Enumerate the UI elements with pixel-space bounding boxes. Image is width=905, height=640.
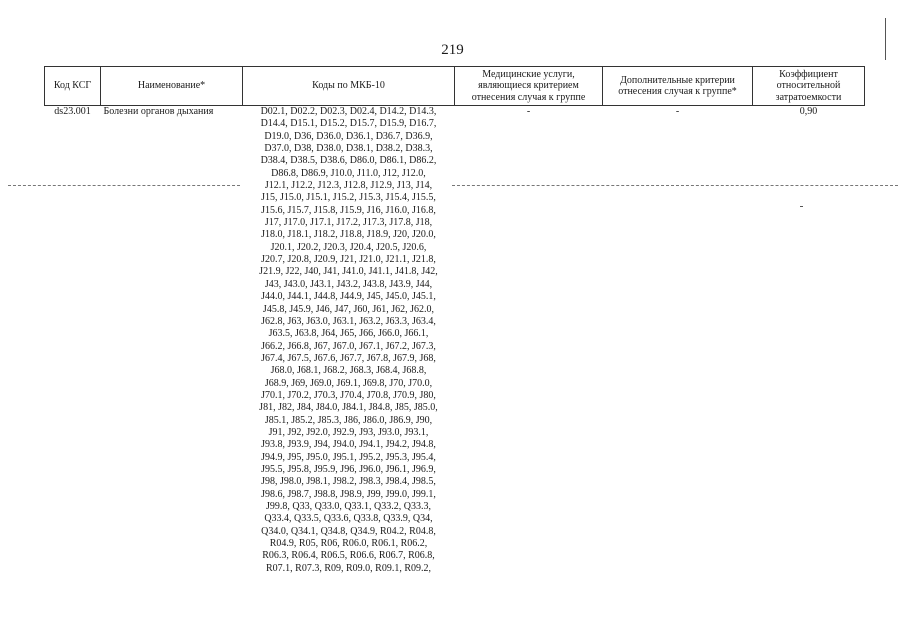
mkb-code-line: J45.8, J45.9, J46, J47, J60, J61, J62, J62.0, — [262, 303, 435, 315]
page-number: 219 — [441, 42, 464, 58]
mkb-code-line: J91, J92, J92.0, J92.9, J93, J93.0, J93.1, — [268, 426, 429, 438]
mkb-code-line: J15.6, J15.7, J15.8, J15.9, J16, J16.0, J16.8, — [261, 204, 436, 216]
mkb-code-line: J95.5, J95.8, J95.9, J96, J96.0, J96.1, J96.9, — [261, 463, 436, 475]
mkb-code-line: R07.1, R07.3, R09, R09.0, R09.1, R09.2, — [265, 562, 432, 574]
mkb-code-line: J68.0, J68.1, J68.2, J68.3, J68.4, J68.8, — [270, 365, 427, 377]
mkb-code-line: D86.8, D86.9, J10.0, J11.0, J12, J12.0, — [271, 167, 426, 179]
header-code: Код КСГ — [45, 67, 101, 106]
mkb-code-line: D19.0, D36, D36.0, D36.1, D36.7, D36.9, — [264, 130, 433, 142]
table-header-row — [45, 67, 865, 106]
header-coefficient: Коэффициент относительной затратоемкости — [753, 67, 865, 106]
cell-mkb-codes — [243, 106, 455, 576]
mkb-code-line: Q34.0, Q34.1, Q34.8, Q34.9, R04.2, R04.8, — [261, 525, 436, 537]
mkb-code-line: J62.8, J63, J63.0, J63.1, J63.2, J63.3, J63.4, — [261, 315, 436, 327]
scan-mark — [885, 18, 886, 60]
ksg-table — [44, 66, 865, 575]
mkb-code-line: J15, J15.0, J15.1, J15.2, J15.3, J15.4, J15.5, — [261, 192, 436, 204]
mkb-code-line: J67.4, J67.5, J67.6, J67.7, J67.8, J67.9, J68, — [261, 352, 436, 364]
header-name: Наименование* — [101, 67, 243, 106]
mkb-code-line: D38.4, D38.5, D38.6, D86.0, D86.1, D86.2, — [260, 155, 437, 167]
mkb-code-line: J20.7, J20.8, J20.9, J21, J21.0, J21.1, J21.8, — [261, 254, 436, 266]
mkb-code-line: R06.3, R06.4, R06.5, R06.6, R06.7, R06.8, — [262, 550, 435, 562]
mkb-code-line: D37.0, D38, D38.0, D38.1, D38.2, D38.3, — [264, 143, 433, 155]
mkb-code-line: J98.6, J98.7, J98.8, J98.9, J99, J99.0, J99.1, — [261, 488, 436, 500]
mkb-code-line: D02.1, D02.2, D02.3, D02.4, D14.2, D14.3, — [260, 106, 437, 117]
cell-criteria: - — [675, 106, 680, 117]
mkb-code-line: J93.8, J93.9, J94, J94.0, J94.1, J94.2, J94.8, — [261, 439, 436, 451]
mkb-code-lines — [246, 106, 452, 575]
mkb-code-line: J20.1, J20.2, J20.3, J20.4, J20.5, J20.6, — [270, 241, 427, 253]
mkb-code-line: J17, J17.0, J17.1, J17.2, J17.3, J17.8, J18, — [264, 217, 433, 229]
mkb-code-line: J70.1, J70.2, J70.3, J70.4, J70.8, J70.9, J80, — [261, 389, 436, 401]
cell-name: Болезни органов дыхания — [103, 106, 214, 117]
mkb-code-line: Q33.4, Q33.5, Q33.6, Q33.8, Q33.9, Q34, — [264, 513, 433, 525]
header-mkb: Коды по МКБ-10 — [243, 67, 455, 106]
mkb-code-line: J18.0, J18.1, J18.2, J18.8, J18.9, J20, J20.0, — [261, 229, 436, 241]
header-services: Медицинские услуги, являющиеся критерием отнесения случая к группе — [455, 67, 603, 106]
mkb-code-line: J12.1, J12.2, J12.3, J12.8, J12.9, J13, J14, — [264, 180, 433, 192]
mkb-code-line: J85.1, J85.2, J85.3, J86, J86.0, J86.9, J90, — [264, 414, 433, 426]
mkb-code-line: R04.9, R05, R06, R06.0, R06.1, R06.2, — [269, 538, 428, 550]
mkb-code-line: J66.2, J66.8, J67, J67.0, J67.1, J67.2, J67.3, — [261, 340, 436, 352]
cell-services: - — [526, 106, 531, 117]
cell-coefficient: 0,90 — [799, 106, 818, 117]
mkb-code-line: J98, J98.0, J98.1, J98.2, J98.3, J98.4, J98.5, — [261, 476, 436, 488]
mkb-code-line: D14.4, D15.1, D15.2, D15.7, D15.9, D16.7, — [260, 118, 437, 130]
cell-code: ds23.001 — [54, 106, 91, 117]
mkb-code-line: J94.9, J95, J95.0, J95.1, J95.2, J95.3, J95.4, — [261, 451, 436, 463]
mkb-code-line: J68.9, J69, J69.0, J69.1, J69.8, J70, J70.0, — [264, 377, 433, 389]
header-criteria: Дополнительные критерии отнесения случая к группе* — [603, 67, 753, 106]
table-row — [45, 106, 865, 576]
mkb-code-line: J21.9, J22, J40, J41, J41.0, J41.1, J41.8, J42, — [259, 266, 438, 278]
mkb-code-line: J81, J82, J84, J84.0, J84.1, J84.8, J85, J85.0, — [259, 402, 438, 414]
mkb-code-line: J43, J43.0, J43.1, J43.2, J43.8, J43.9, J44, — [264, 278, 433, 290]
mkb-code-line: J99.8, Q33, Q33.0, Q33.1, Q33.2, Q33.3, — [266, 501, 431, 512]
mkb-code-line: J63.5, J63.8, J64, J65, J66, J66.0, J66.1, — [268, 328, 429, 340]
mkb-code-line: J44.0, J44.1, J44.8, J44.9, J45, J45.0, J45.1, — [261, 291, 436, 303]
